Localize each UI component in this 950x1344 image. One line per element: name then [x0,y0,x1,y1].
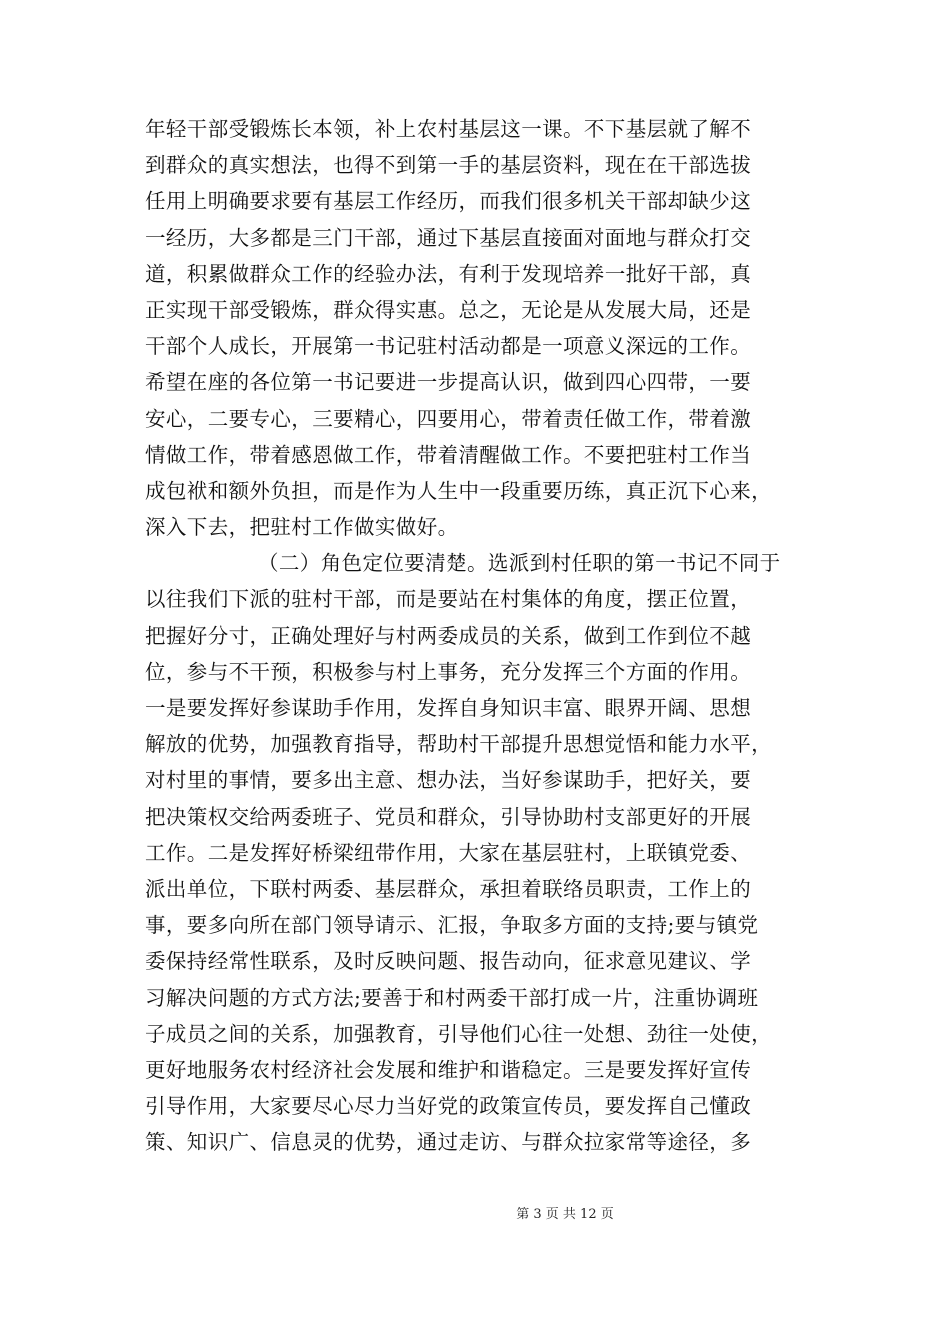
text-line: 解放的优势，加强教育指导，帮助村干部提升思想觉悟和能力水平， [145,732,772,757]
text-line: 任用上明确要求要有基层工作经历，而我们很多机关干部却缺少这 [145,189,752,214]
section-heading-line: （二）角色定位要清楚。选派到村任职的第一书记不同于 [258,551,781,576]
text-line: 希望在座的各位第一书记要进一步提高认识，做到四心四带，一要 [145,370,752,395]
text-line: 引导作用，大家要尽心尽力当好党的政策宣传员，要发挥自己懂政 [145,1094,752,1119]
text-line: 对村里的事情，要多出主意、想办法，当好参谋助手，把好关，要 [145,768,752,793]
text-line: 子成员之间的关系，加强教育，引导他们心往一处想、劲往一处使， [145,1021,772,1046]
text-line: 到群众的真实想法，也得不到第一手的基层资料，现在在干部选拔 [145,153,752,178]
text-line: 以往我们下派的驻村干部，而是要站在村集体的角度，摆正位置， [145,587,752,612]
text-line: 安心，二要专心，三要精心，四要用心，带着责任做工作，带着激 [145,406,752,431]
text-line: 一是要发挥好参谋助手作用，发挥自身知识丰富、眼界开阔、思想 [145,696,752,720]
text-line: 一经历，大多都是三门干部，通过下基层直接面对面地与群众打交 [145,225,752,250]
text-line: 正实现干部受锻炼，群众得实惠。总之，无论是从发展大局，还是 [145,297,752,322]
text-line: 事，要多向所在部门领导请示、汇报，争取多方面的支持;要与镇党 [145,913,759,938]
text-line: 年轻干部受锻炼长本领，补上农村基层这一课。不下基层就了解不 [145,117,752,141]
text-line: 委保持经常性联系，及时反映问题、报告动向，征求意见建议、学 [145,949,752,974]
text-line: 道，积累做群众工作的经验办法，有利于发现培养一批好干部，真 [145,261,752,286]
text-line: 工作。二是发挥好桥梁纽带作用，大家在基层驻村，上联镇党委、 [145,840,752,865]
text-line: 深入下去，把驻村工作做实做好。 [145,515,459,540]
text-line: 派出单位，下联村两委、基层群众，承担着联络员职责，工作上的 [145,876,752,901]
body-text [145,111,820,1160]
text-line: 成包袱和额外负担，而是作为人生中一段重要历练，真正沉下心来， [145,478,772,503]
text-line: 策、知识广、信息灵的优势，通过走访、与群众拉家常等途径，多 [145,1130,752,1155]
text-line: 位，参与不干预，积极参与村上事务，充分发挥三个方面的作用。 [145,659,752,684]
text-line: 把握好分寸，正确处理好与村两委成员的关系，做到工作到位不越 [145,623,752,648]
text-line: 把决策权交给两委班子、党员和群众，引导协助村支部更好的开展 [145,804,752,829]
text-line: 更好地服务农村经济社会发展和维护和谐稳定。三是要发挥好宣传 [145,1057,752,1082]
text-line: 干部个人成长，开展第一书记驻村活动都是一项意义深远的工作。 [145,334,752,359]
text-line: 情做工作，带着感恩做工作，带着清醒做工作。不要把驻村工作当 [145,442,752,467]
text-line: 习解决问题的方式方法;要善于和村两委干部打成一片，注重协调班 [145,985,759,1010]
page-number-footer: 第 3 页 共 12 页 [516,1207,614,1222]
